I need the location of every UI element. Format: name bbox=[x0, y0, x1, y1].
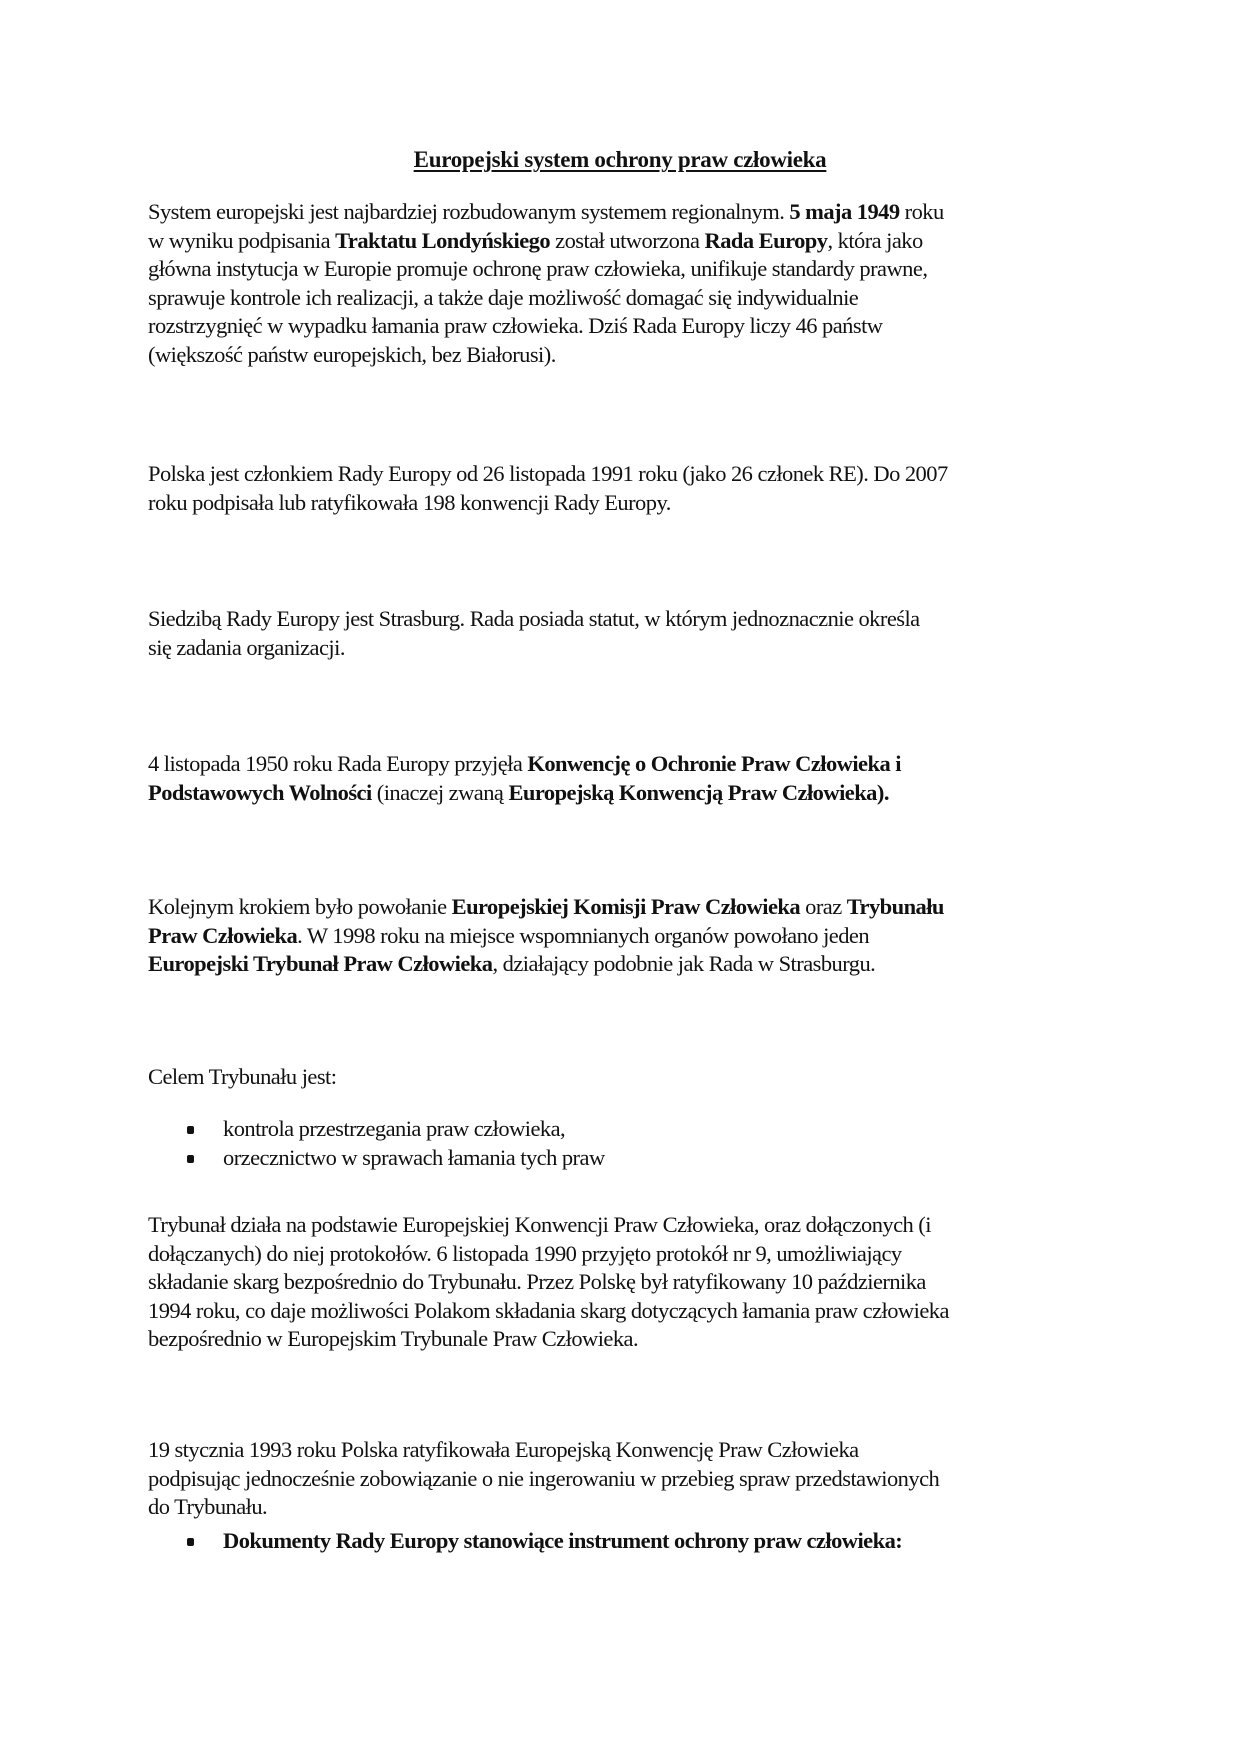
documents-heading-list bbox=[148, 1527, 1108, 1556]
bold-text: Podstawowych Wolności bbox=[148, 779, 372, 805]
paragraph bbox=[148, 460, 1108, 517]
bullet-icon bbox=[187, 1538, 194, 1546]
text-run: do Trybunału. bbox=[148, 1494, 268, 1519]
text-run: , działający podobnie jak Rada w Strasburgu. bbox=[492, 951, 876, 976]
bold-text: Rada Europy bbox=[704, 227, 828, 253]
text-run: Celem Trybunału jest: bbox=[148, 1064, 337, 1089]
list-item bbox=[148, 1115, 1108, 1144]
text-line bbox=[148, 1268, 1108, 1297]
text-line bbox=[148, 1211, 1108, 1240]
text-run: roku podpisała lub ratyfikowała 198 konwencji Rady Europy. bbox=[148, 489, 671, 515]
bullet-icon bbox=[187, 1126, 194, 1134]
text-run: podpisując jednocześnie zobowiązanie o nie ingerowaniu w przebieg spraw przedstawionych bbox=[148, 1465, 940, 1491]
text-line bbox=[148, 284, 1108, 313]
text-line bbox=[148, 1240, 1108, 1269]
list-item-text: orzecznictwo w sprawach łamania tych praw bbox=[223, 1144, 605, 1170]
text-run: Siedzibą Rady Europy jest Strasburg. Rada posiada statut, w którym jednoznacznie określa bbox=[148, 606, 920, 631]
text-run: główna instytucja w Europie promuje ochronę praw człowieka, unifikuje standardy prawne, bbox=[148, 256, 928, 281]
text-run: System europejski jest najbardziej rozbudowanym systemem regionalnym. bbox=[148, 199, 790, 224]
text-run: roku bbox=[899, 199, 944, 224]
text-run: . W 1998 roku na miejsce wspomnianych organów powołano jeden bbox=[297, 922, 870, 948]
text-run: 4 listopada 1950 roku Rada Europy przyjęła bbox=[148, 751, 528, 776]
text-line bbox=[148, 341, 1108, 370]
text-line bbox=[148, 605, 1108, 634]
text-line bbox=[148, 227, 1108, 256]
list-item-text: kontrola przestrzegania praw człowieka, bbox=[223, 1116, 566, 1141]
paragraph bbox=[148, 605, 1108, 662]
text-run: się zadania organizacji. bbox=[148, 634, 345, 660]
text-line bbox=[148, 255, 1108, 284]
bold-text: 5 maja 1949 bbox=[789, 199, 900, 224]
paragraph bbox=[148, 198, 1108, 369]
text-run: Trybunał działa na podstawie Europejskiej Konwencji Praw Człowieka, oraz dołączonych (i bbox=[148, 1212, 931, 1237]
bullet-icon bbox=[187, 1155, 194, 1163]
text-run: , która jako bbox=[827, 227, 923, 253]
text-line bbox=[148, 460, 1108, 489]
text-line bbox=[148, 312, 1108, 341]
paragraph bbox=[148, 1211, 1108, 1354]
bold-text: Europejską Konwencją Praw Człowieka). bbox=[508, 779, 889, 805]
bold-text: Europejski Trybunał Praw Człowieka bbox=[148, 951, 493, 976]
text-run: w wyniku podpisania bbox=[148, 227, 336, 253]
text-line bbox=[148, 893, 1108, 922]
text-run: składanie skarg bezpośrednio do Trybunału. Przez Polskę był ratyfikowany 10 października bbox=[148, 1269, 926, 1294]
document-title: Europejski system ochrony praw człowieka bbox=[413, 147, 827, 172]
paragraph bbox=[148, 1063, 1108, 1092]
bold-text: Trybunału bbox=[846, 894, 944, 919]
text-run: dołączanych) do niej protokołów. 6 listopada 1990 przyjęto protokół nr 9, umożliwiający bbox=[148, 1240, 902, 1266]
text-line bbox=[148, 1493, 1108, 1522]
bold-text: Europejskiej Komisji Praw Człowieka bbox=[451, 894, 801, 919]
text-line bbox=[148, 1465, 1108, 1494]
text-line bbox=[148, 950, 1108, 979]
text-line bbox=[148, 1297, 1108, 1326]
text-run: (większość państw europejskich, bez Białorusi). bbox=[148, 341, 556, 367]
text-line bbox=[148, 1436, 1108, 1465]
text-run: oraz bbox=[800, 894, 847, 919]
text-run: został utworzona bbox=[550, 227, 705, 253]
text-run: sprawuje kontrole ich realizacji, a także daje możliwość domagać się indywidualnie bbox=[148, 284, 859, 310]
paragraph bbox=[148, 750, 1108, 807]
text-run: rozstrzygnięć w wypadku łamania praw człowieka. Dziś Rada Europy liczy 46 państw bbox=[148, 313, 883, 338]
text-line bbox=[148, 922, 1108, 951]
list-item bbox=[148, 1144, 1108, 1173]
bold-text: Praw Człowieka bbox=[148, 922, 298, 948]
text-line bbox=[148, 779, 1108, 808]
text-line bbox=[148, 634, 1108, 663]
paragraph bbox=[148, 893, 1108, 979]
tribunal-goals-list bbox=[148, 1115, 1108, 1172]
text-run: Polska jest członkiem Rady Europy od 26 listopada 1991 roku (jako 26 członek RE). Do 2007 bbox=[148, 461, 948, 486]
text-run: bezpośrednio w Europejskim Trybunale Praw Człowieka. bbox=[148, 1326, 639, 1351]
documents-heading: Dokumenty Rady Europy stanowiące instrument ochrony praw człowieka: bbox=[223, 1528, 903, 1553]
text-line bbox=[148, 1325, 1108, 1354]
text-run: 19 stycznia 1993 roku Polska ratyfikowała Europejską Konwencję Praw Człowieka bbox=[148, 1437, 859, 1462]
bold-text: Konwencję o Ochronie Praw Człowieka i bbox=[527, 751, 901, 776]
text-run: Kolejnym krokiem było powołanie bbox=[148, 894, 452, 919]
paragraph bbox=[148, 1436, 1108, 1522]
text-line bbox=[148, 489, 1108, 518]
list-item bbox=[148, 1527, 1108, 1556]
text-run: 1994 roku, co daje możliwości Polakom składania skarg dotyczących łamania praw człowieka bbox=[148, 1297, 949, 1323]
bold-text: Traktatu Londyńskiego bbox=[335, 227, 551, 253]
text-run: (inaczej zwaną bbox=[371, 779, 509, 805]
text-line bbox=[148, 750, 1108, 779]
text-line bbox=[148, 1063, 1108, 1092]
text-line bbox=[148, 198, 1108, 227]
